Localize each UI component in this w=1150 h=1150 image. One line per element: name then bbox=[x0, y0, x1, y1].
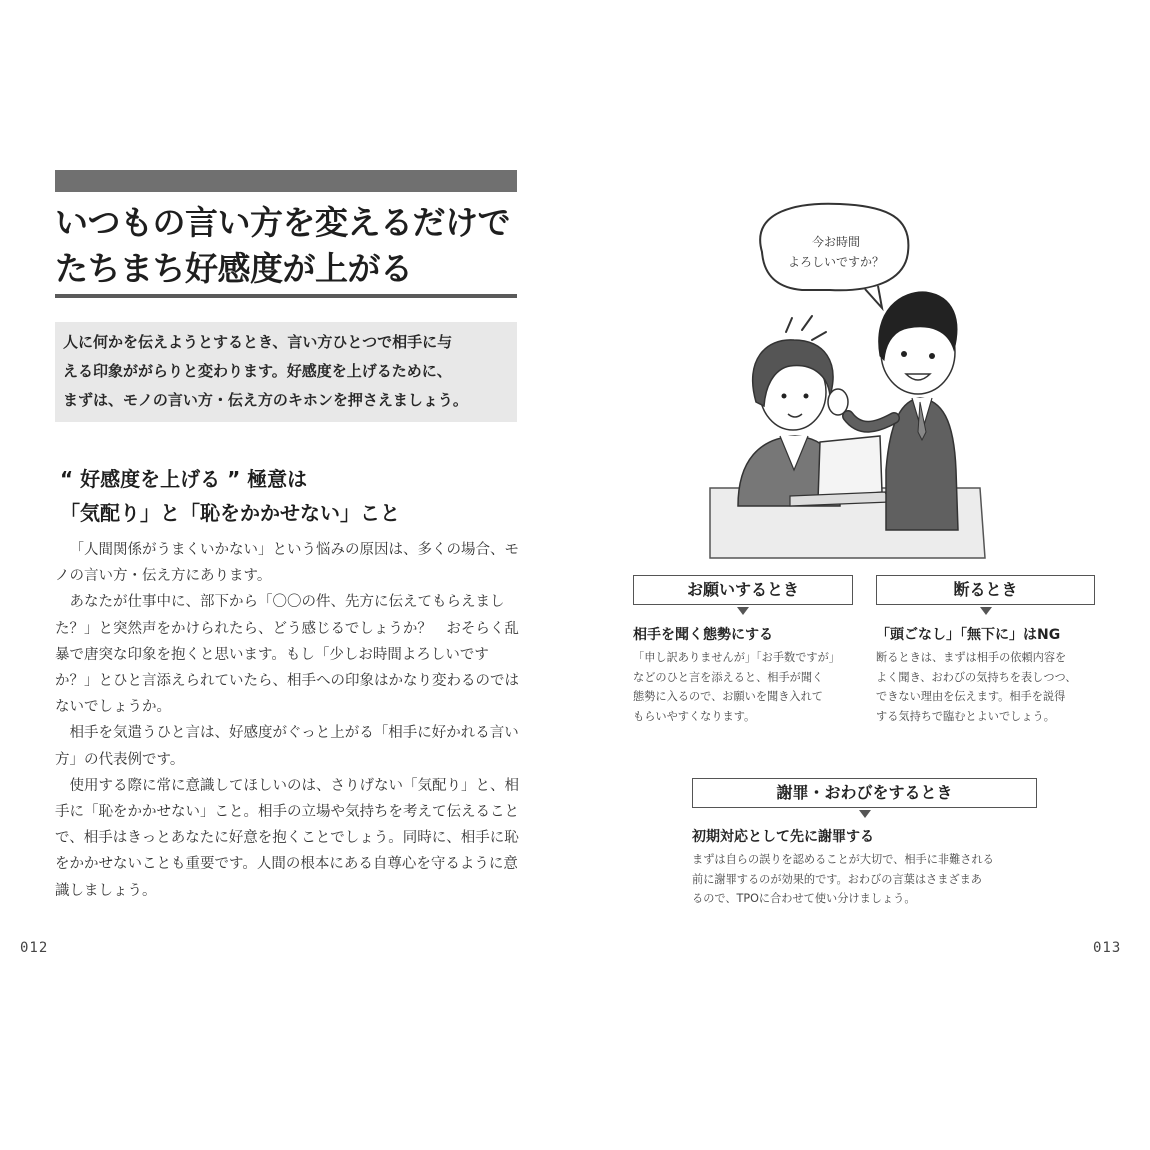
title-bar bbox=[55, 170, 517, 192]
tip-onegai-line-3: 態勢に入るので、お願いを聞き入れて bbox=[633, 690, 823, 703]
tip-shazai-heading: 初期対応として先に謝罪する bbox=[692, 829, 874, 845]
intro-line-3: まずは、モノの言い方・伝え方のキホンを押さえましょう。 bbox=[63, 391, 468, 409]
speech-bubble-line-2: よろしいですか？ bbox=[787, 255, 885, 269]
body-text bbox=[55, 537, 525, 904]
title-rule bbox=[55, 294, 517, 298]
label-onegai bbox=[633, 575, 853, 605]
label-kotowaru-text: 断るとき bbox=[953, 580, 1018, 599]
tip-onegai-body bbox=[633, 648, 863, 726]
tip-shazai-line-1: まずは自らの誤りを認めることが大切で、相手に非難される bbox=[692, 853, 994, 866]
section-heading bbox=[60, 462, 520, 530]
body-paragraph-1: 「人間関係がうまくいかない」という悩みの原因は、多くの場合、モノの言い方・伝え方にあります。 bbox=[55, 542, 519, 585]
tip-shazai-line-2: 前に謝罪するのが効果的です。おわびの言葉はさまざまあ bbox=[692, 872, 982, 886]
tip-kotowaru-heading: 「頭ごなし」「無下に」はNG bbox=[876, 627, 1061, 643]
page-number-left: 012 bbox=[20, 940, 49, 956]
page-number-right: 013 bbox=[1093, 940, 1122, 956]
tip-kotowaru-body bbox=[876, 648, 1106, 726]
body-paragraph-2: あなたが仕事中に、部下から「〇〇の件、先方に伝えてもらえました？」と突然声をかけられたら、どう感じるでしょうか？ おそらく乱暴で唐突な印象を抱くと思います。もし「少しお時間よろしいですか？」とひと言添えられていたら、相手への印象はかなり変わるのではないでしょうか。 bbox=[55, 594, 519, 716]
intro-line-2: える印象ががらりと変わります。好感度を上げるために、 bbox=[63, 362, 452, 380]
right-page bbox=[575, 0, 1150, 1150]
tip-shazai-body bbox=[692, 850, 1052, 909]
label-shazai bbox=[692, 778, 1037, 808]
speech-bubble bbox=[760, 204, 908, 308]
tip-shazai-line-3: るので、TPOに合わせて使い分けましょう。 bbox=[692, 892, 916, 905]
tip-kotowaru-line-2: よく聞き、おわびの気持ちを表しつつ、 bbox=[876, 670, 1077, 684]
intro-box bbox=[55, 322, 517, 422]
tip-kotowaru-line-1: 断るときは、まずは相手の依頼内容を bbox=[876, 651, 1067, 664]
intro-line-1: 人に何かを伝えようとするとき、言い方ひとつで相手に与 bbox=[63, 333, 453, 351]
label-shazai-text: 謝罪・おわびをするとき bbox=[776, 783, 953, 802]
body-paragraph-3: 相手を気遣うひと言は、好感度がぐっと上がる「相手に好かれる言い方」の代表例です。 bbox=[55, 725, 519, 768]
emphasis-lines bbox=[786, 316, 826, 340]
down-arrow-icon bbox=[980, 607, 992, 615]
body-paragraph-4: 使用する際に常に意識してほしいのは、さりげない「気配り」と、相手に「恥をかかせない」こと。相手の立場や気持ちを考えて伝えることで、相手はきっとあなたに好意を抱くことでしょう。同時に、相手に恥をかかせないことも重要です。人間の根本にある自尊心を守るように意識しましょう。 bbox=[55, 777, 519, 899]
label-kotowaru bbox=[876, 575, 1095, 605]
down-arrow-icon bbox=[737, 607, 749, 615]
tip-kotowaru-line-3: できない理由を伝えます。相手を説得 bbox=[876, 690, 1066, 703]
tip-onegai-line-4: もらいやすくなります。 bbox=[633, 709, 756, 723]
title-line-2: たちまち好感度が上がる bbox=[55, 249, 413, 288]
heading-line-1: “ 好感度を上げる ” 極意は bbox=[60, 467, 308, 491]
tip-onegai-line-1: 「申し訳ありませんが」「お手数ですが」 bbox=[633, 651, 840, 664]
tip-onegai-heading: 相手を聞く態勢にする bbox=[633, 627, 773, 643]
down-arrow-icon bbox=[859, 810, 871, 818]
tip-onegai-line-2: などのひと言を添えると、相手が聞く bbox=[633, 670, 824, 684]
tip-kotowaru-line-4: する気持ちで臨むとよいでしょう。 bbox=[876, 709, 1055, 723]
label-onegai-text: お願いするとき bbox=[686, 580, 799, 599]
title-line-1: いつもの言い方を変えるだけで bbox=[55, 203, 510, 242]
page-title bbox=[55, 200, 525, 292]
office-illustration bbox=[690, 170, 1030, 560]
heading-line-2: 「気配り」と「恥をかかせない」こと bbox=[60, 501, 400, 525]
speech-bubble-line-1: 今お時間 bbox=[811, 235, 861, 249]
